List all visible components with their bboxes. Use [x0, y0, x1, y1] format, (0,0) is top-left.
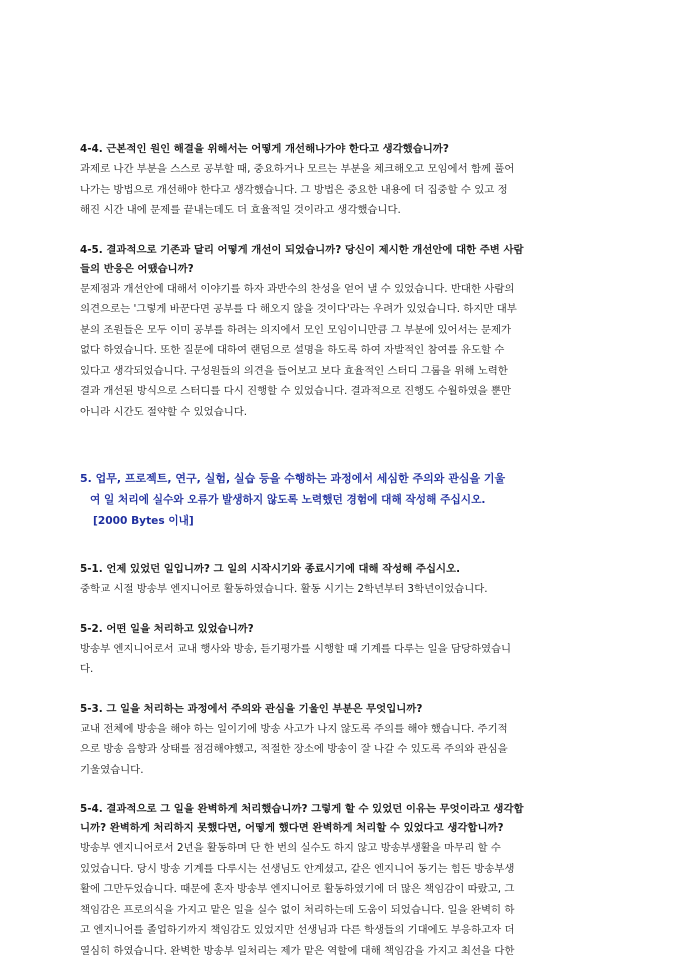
question-4-4 — [80, 140, 600, 159]
answer-line: 분의 조원들은 모두 이미 공부를 하려는 의지에서 모인 모임이니만큼 그 부분에 있어서는 문제가 — [80, 323, 512, 336]
section-4-4 — [80, 140, 600, 221]
question-5-line: 5. 업무, 프로젝트, 연구, 실험, 실습 등을 수행하는 과정에서 세심한 주의와 관심을 기울 — [80, 472, 506, 485]
section-5-4 — [80, 800, 600, 961]
answer-5-4 — [80, 838, 600, 961]
answer-line: 열심히 하였습니다. 완벽한 방송부 일처리는 제가 맡은 역할에 대해 책임감을 가지고 최선을 다한 — [80, 944, 515, 957]
question-line: 5-4. 결과적으로 그 일을 완벽하게 처리했습니까? 그렇게 할 수 있었던 이유는 무엇이라고 생각합 — [80, 803, 524, 815]
document-content — [80, 140, 600, 961]
answer-line: 기울였습니다. — [80, 763, 144, 776]
answer-line: 고 엔지니어를 졸업하기까지 책임감도 있었지만 선생님과 다른 학생들의 기대에도 부응하고자 더 — [80, 924, 515, 936]
answer-line: 해진 시간 내에 문제를 끝내는데도 더 효율적일 것이라고 생각했습니다. — [80, 204, 401, 216]
answer-line: 결과 개선된 방식으로 스터디를 다시 진행할 수 있었습니다. 결과적으로 진행도 수월하였을 뿐만 — [80, 385, 512, 397]
byte-limit-note: [2000 Bytes 이내] — [93, 514, 194, 527]
question-5-1 — [80, 560, 600, 579]
question-4-5 — [80, 241, 600, 279]
question-5-4 — [80, 800, 600, 838]
question-line: 5-1. 언제 있었던 일입니까? 그 일의 시작시기와 종료시기에 대해 작성해 주십시오. — [80, 563, 461, 575]
answer-line: 과제로 나간 부분을 스스로 공부할 때, 중요하거나 모르는 부분을 체크해오고 모임에서 함께 풀어 — [80, 163, 515, 175]
answer-line: 아니라 시간도 절약할 수 있었습니다. — [80, 405, 248, 418]
answer-line: 다. — [80, 663, 94, 675]
section-5-1 — [80, 560, 600, 600]
answer-4-4 — [80, 159, 600, 221]
question-line: 니까? 완벽하게 처리하지 못했다면, 어떻게 했다면 완벽하게 처리할 수 있었다고 생각합니까? — [80, 822, 504, 834]
answer-5-3 — [80, 719, 600, 781]
section-5-2 — [80, 620, 600, 680]
question-5-2 — [80, 620, 600, 639]
answer-line: 중학교 시절 방송부 엔지니어로 활동하였습니다. 활동 시기는 2학년부터 3학년이었습니다. — [80, 583, 488, 595]
question-5-3 — [80, 700, 600, 719]
answer-line: 활에 그만두었습니다. 때문에 혼자 방송부 엔지니어로 활동하였기에 더 많은 책임감이 따랐고, 그 — [80, 883, 515, 895]
question-5-heading — [80, 468, 600, 531]
answer-line: 없다 하였습니다. 또한 질문에 대하여 랜덤으로 설명을 하도록 하여 자발적인 참여를 유도할 수 — [80, 344, 505, 356]
question-line: 4-4. 근본적인 원인 해결을 위해서는 어떻게 개선해나가야 한다고 생각했습니까? — [80, 143, 449, 155]
answer-5-2 — [80, 639, 600, 680]
question-line: 들의 반응은 어땠습니까? — [80, 262, 194, 275]
answer-line: 책임감은 프로의식을 가지고 맡은 일을 실수 없이 처리하는데 도움이 되었습니다. 일을 완벽히 하 — [80, 903, 515, 916]
answer-line: 나가는 방법으로 개선해야 한다고 생각했습니다. 그 방법은 중요한 내용에 더 집중할 수 있고 정 — [80, 183, 508, 196]
answer-line: 있었습니다. 당시 방송 기계를 다루시는 선생님도 안계셨고, 같은 엔지니어 동기는 힘든 방송부생 — [80, 862, 515, 875]
answer-line: 으로 방송 음향과 상태를 점검해야했고, 적절한 장소에 방송이 잘 나갈 수 있도록 주의와 관심을 — [80, 743, 508, 755]
section-4-5 — [80, 241, 600, 423]
answer-line: 방송부 엔지니어로서 교내 행사와 방송, 듣기평가를 시행할 때 기계를 다루는 일을 담당하였습니 — [80, 642, 512, 655]
answer-line: 있다고 생각되었습니다. 구성원들의 의견을 들어보고 보다 효율적인 스터디 그룹을 위해 노력한 — [80, 364, 508, 377]
section-5-3 — [80, 700, 600, 781]
question-line: 4-5. 결과적으로 기존과 달리 어떻게 개선이 되었습니까? 당신이 제시한 개선안에 대한 주변 사람 — [80, 243, 524, 256]
answer-5-1 — [80, 579, 600, 600]
answer-line: 방송부 엔지니어로서 2년을 활동하며 단 한 번의 실수도 하지 않고 방송부생활을 마무리 할 수 — [80, 842, 501, 854]
answer-line: 교내 전체에 방송을 해야 하는 일이기에 방송 사고가 나지 않도록 주의를 해야 했습니다. 주기적 — [80, 722, 508, 735]
answer-4-5 — [80, 279, 600, 423]
answer-line: 의견으로는 '그렇게 바꾼다면 공부를 다 해오지 않을 것이다'라는 우려가 있었습니다. 하지만 대부 — [80, 303, 517, 315]
question-line: 5-2. 어떤 일을 처리하고 있었습니까? — [80, 622, 254, 635]
question-line: 5-3. 그 일을 처리하는 과정에서 주의와 관심을 기울인 부분은 무엇입니까? — [80, 702, 423, 715]
question-5-line: 여 일 처리에 실수와 오류가 발생하지 않도록 노력했던 경험에 대해 작성해 주십시오. — [90, 493, 486, 506]
answer-line: 문제점과 개선안에 대해서 이야기를 하자 과반수의 찬성을 얻어 낼 수 있었습니다. 반대한 사람의 — [80, 282, 515, 295]
